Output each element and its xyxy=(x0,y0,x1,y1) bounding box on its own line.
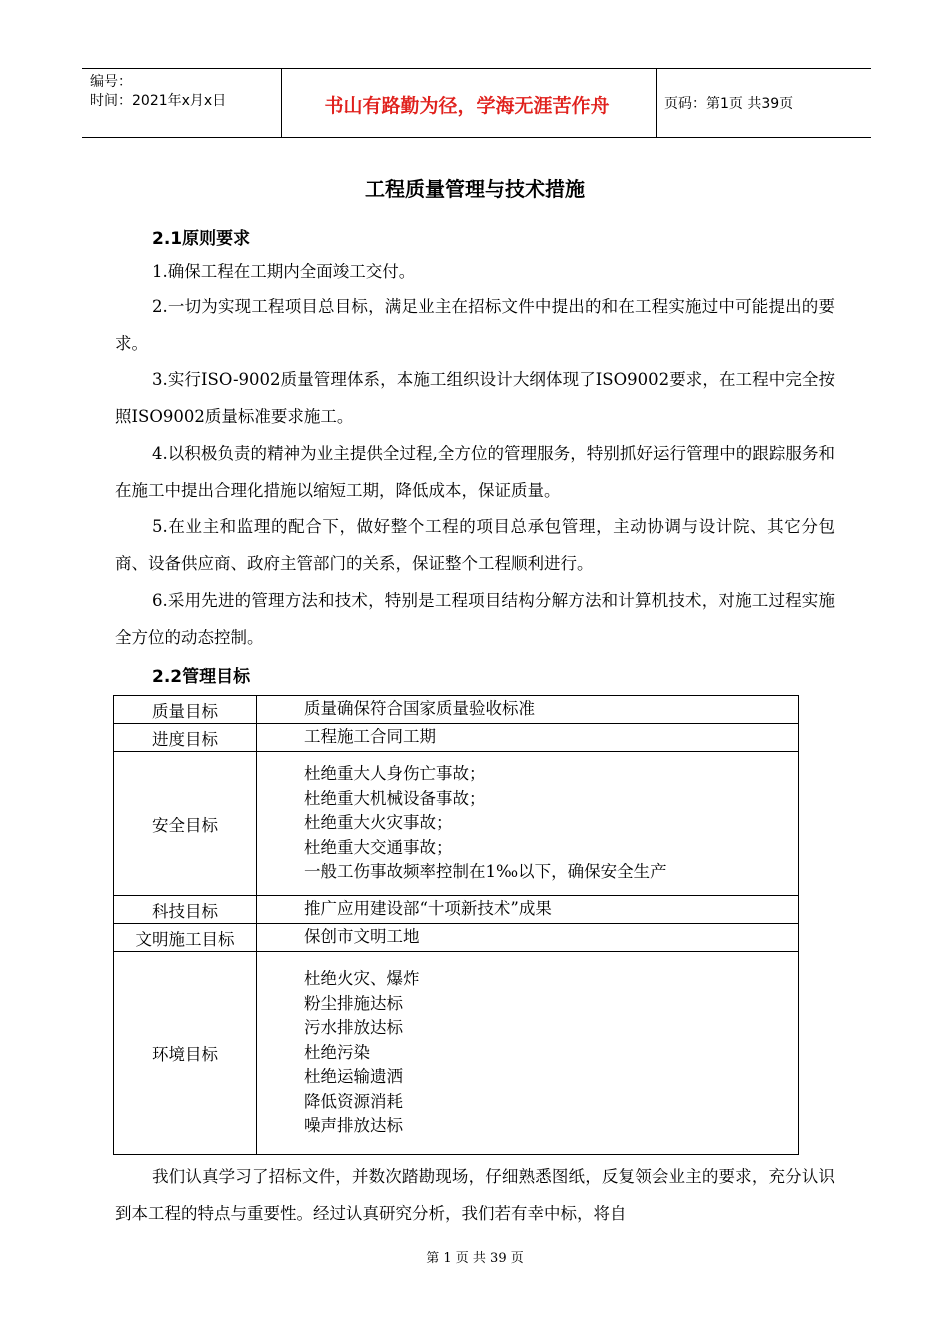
principle-item: 4.以积极负责的精神为业主提供全过程,全方位的管理服务，特别抓好运行管理中的跟踪服务和在施工中提出合理化措施以缩短工期，降低成本，保证质量。 xyxy=(115,444,835,500)
target-line: 杜绝重大火灾事故； xyxy=(304,813,453,833)
section-heading-targets: 2.2管理目标 xyxy=(152,667,251,687)
principle-item: 2.一切为实现工程项目总目标，满足业主在招标文件中提出的和在工程实施过中可能提出的要求。 xyxy=(115,297,835,353)
table-row xyxy=(114,724,799,752)
principle-item: 1.确保工程在工期内全面竣工交付。 xyxy=(152,262,416,281)
principle-item: 5.在业主和监理的配合下，做好整个工程的项目总承包管理，主动协调与设计院、其它分包商、设备供应商、政府主管部门的关系，保证整个工程顺利进行。 xyxy=(115,517,835,573)
target-key: 环境目标 xyxy=(114,952,257,1155)
target-line: 杜绝运输遗洒 xyxy=(304,1067,403,1087)
document-title: 工程质量管理与技术措施 xyxy=(365,177,585,201)
target-line: 杜绝污染 xyxy=(304,1042,370,1062)
target-line: 保创市文明工地 xyxy=(304,927,420,947)
target-line: 降低资源消耗 xyxy=(304,1091,403,1111)
table-row xyxy=(114,924,799,952)
target-line: 工程施工合同工期 xyxy=(304,727,436,747)
closing-paragraph: 我们认真学习了招标文件，并数次踏勘现场，仔细熟悉图纸，反复领会业主的要求，充分认识到本工程的特点与重要性。经过认真研究分析，我们若有幸中标，将自 xyxy=(115,1167,835,1223)
header-meta xyxy=(90,73,280,111)
target-key: 文明施工目标 xyxy=(114,924,257,952)
target-value xyxy=(257,752,799,896)
target-line: 一般工伤事故频率控制在1‰以下，确保安全生产 xyxy=(304,862,667,882)
management-targets-table xyxy=(113,695,799,1155)
table-row xyxy=(114,696,799,724)
target-line: 推广应用建设部“十项新技术”成果 xyxy=(304,899,552,919)
target-line: 噪声排放达标 xyxy=(304,1116,403,1136)
target-line: 杜绝重大机械设备事故； xyxy=(304,788,486,808)
target-line: 杜绝重大交通事故； xyxy=(304,837,453,857)
number-label: 编号： xyxy=(90,74,132,90)
header-page-info: 页码：第1页 共39页 xyxy=(664,96,794,112)
target-key: 科技目标 xyxy=(114,896,257,924)
table-row xyxy=(114,952,799,1155)
target-key: 安全目标 xyxy=(114,752,257,896)
target-value xyxy=(257,724,799,752)
principle-item: 3.实行ISO-9002质量管理体系，本施工组织设计大纲体现了ISO9002要求，在工程中完全按照ISO9002质量标准要求施工。 xyxy=(115,370,835,426)
target-value xyxy=(257,952,799,1155)
target-value xyxy=(257,696,799,724)
target-line: 杜绝重大人身伤亡事故； xyxy=(304,764,486,784)
target-key: 进度目标 xyxy=(114,724,257,752)
section-heading-principles: 2.1原则要求 xyxy=(152,229,251,249)
page-footer: 第 1 页 共 39 页 xyxy=(426,1251,524,1266)
target-value xyxy=(257,896,799,924)
target-key: 质量目标 xyxy=(114,696,257,724)
target-line: 污水排放达标 xyxy=(304,1018,403,1038)
table-row xyxy=(114,896,799,924)
target-line: 质量确保符合国家质量验收标准 xyxy=(304,699,535,719)
time-label: 时间：2021年x月x日 xyxy=(90,93,227,109)
header-divider xyxy=(656,69,657,137)
target-line: 杜绝火灾、爆炸 xyxy=(304,969,420,989)
target-line: 粉尘排施达标 xyxy=(304,993,403,1013)
target-value xyxy=(257,924,799,952)
principle-item: 6.采用先进的管理方法和技术，特别是工程项目结构分解方法和计算机技术，对施工过程实施全方位的动态控制。 xyxy=(115,591,835,647)
page-header xyxy=(82,68,871,138)
header-motto: 书山有路勤为径，学海无涯苦作舟 xyxy=(324,95,610,117)
table-row xyxy=(114,752,799,896)
